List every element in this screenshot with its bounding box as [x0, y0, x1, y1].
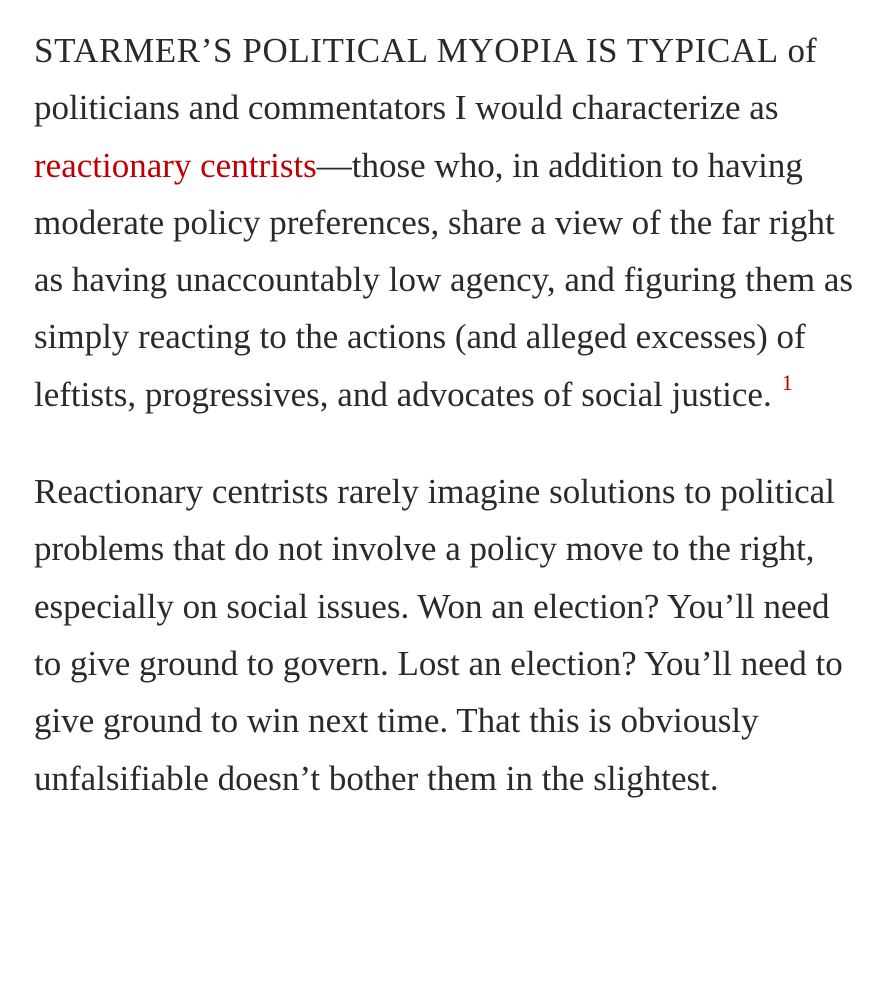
paragraph-2: Reactionary centrists rarely imagine solutions to political problems that do not involve a policy move to the right, especially on social issues. Won an election? You’ll need to give ground to govern. Lost an election? You’ll need to give ground to win next time. That this is obviously unfalsifiable doesn’t bother them in the slightest. — [34, 472, 843, 798]
lead-in-smallcaps: STARMER’S POLITICAL MYOPIA IS TYPICAL — [34, 31, 779, 70]
paragraph-1-text-after-link: —those who, in addition to having moderate policy preferences, share a view of the far right as having unaccountably low agency, and figuring them as simply reacting to the actions (and alleged excesses) of leftists, progressives, and advocates of social justice. — [34, 145, 854, 414]
footnote-1-link[interactable]: 1 — [781, 369, 793, 395]
reactionary-centrists-link[interactable]: reactionary centrists — [34, 145, 317, 185]
article-body — [34, 22, 854, 807]
paragraph-1 — [34, 22, 854, 423]
paragraph-1-text-before-link: of politicians and commentators I would characterize as — [34, 31, 817, 128]
